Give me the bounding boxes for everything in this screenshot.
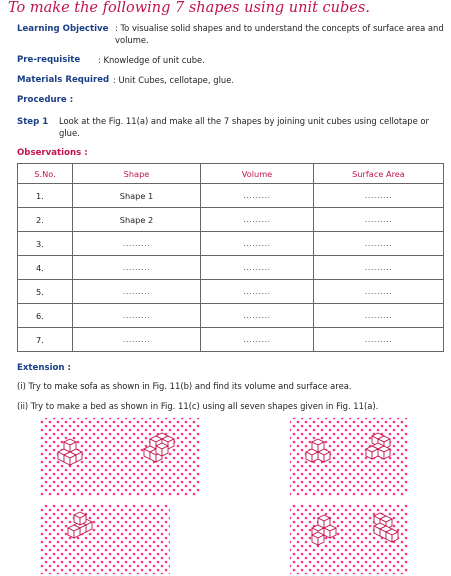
extension-item-1: (i) Try to make sofa as shown in Fig. 11(b) and find its volume and surface area. [17, 381, 352, 391]
objective-text: : To visualise solid shapes and to understand the concepts of surface area and volume. [115, 23, 444, 45]
cell-shape: ......... [73, 328, 201, 352]
procedure-label: Procedure : [17, 95, 74, 105]
table-row [18, 256, 444, 280]
header-volume: Volume [201, 164, 314, 184]
page-title: To make the following 7 shapes using unit cubes. [8, 0, 370, 16]
cell-surface-area: ......... [314, 280, 444, 304]
step1-label: Step 1 [17, 117, 49, 127]
cell-surface-area: ......... [314, 232, 444, 256]
cell-sno: 1. [18, 184, 73, 208]
cell-shape: ......... [73, 232, 201, 256]
cell-shape: ......... [73, 280, 201, 304]
table-row [18, 184, 444, 208]
cell-volume: ......... [201, 256, 314, 280]
cell-shape: ......... [73, 256, 201, 280]
cell-volume: ......... [201, 232, 314, 256]
cell-shape: Shape 1 [73, 184, 201, 208]
materials-text: : Unit Cubes, cellotape, glue. [113, 75, 235, 85]
cube-figures [0, 412, 451, 576]
header-sno: S.No. [18, 164, 73, 184]
objective-label: Learning Objective [17, 24, 109, 34]
dot-grid-panel [40, 504, 170, 574]
cell-volume: ......... [201, 280, 314, 304]
cell-surface-area: ......... [314, 208, 444, 232]
table-row [18, 280, 444, 304]
cell-sno: 5. [18, 280, 73, 304]
table-row [18, 232, 444, 256]
extension-item-2: (ii) Try to make a bed as shown in Fig. 11(c) using all seven shapes given in Fig. 11(a). [17, 401, 379, 411]
extension-label: Extension : [17, 363, 71, 373]
header-shape: Shape [73, 164, 201, 184]
prerequisite-text: : Knowledge of unit cube. [98, 55, 205, 65]
cell-surface-area: ......... [314, 256, 444, 280]
observations-label: Observations : [17, 148, 88, 158]
cell-sno: 3. [18, 232, 73, 256]
cell-surface-area: ......... [314, 184, 444, 208]
cell-sno: 4. [18, 256, 73, 280]
materials-label: Materials Required [17, 75, 110, 85]
cell-surface-area: ......... [314, 328, 444, 352]
cell-surface-area: ......... [314, 304, 444, 328]
table-row [18, 304, 444, 328]
step1-text: Look at the Fig. 11(a) and make all the 7 shapes by joining unit cubes using cellotape or glue. [59, 116, 430, 138]
cell-volume: ......... [201, 304, 314, 328]
cell-shape: ......... [73, 304, 201, 328]
table-row [18, 328, 444, 352]
table-row [18, 208, 444, 232]
header-surface-area: Surface Area [314, 164, 444, 184]
cell-volume: ......... [201, 184, 314, 208]
observation-table [17, 163, 444, 352]
cell-sno: 2. [18, 208, 73, 232]
cell-sno: 7. [18, 328, 73, 352]
cell-shape: Shape 2 [73, 208, 201, 232]
cell-volume: ......... [201, 208, 314, 232]
table-header-row [18, 164, 444, 184]
cell-sno: 6. [18, 304, 73, 328]
cell-volume: ......... [201, 328, 314, 352]
prerequisite-label: Pre-requisite [17, 55, 81, 65]
